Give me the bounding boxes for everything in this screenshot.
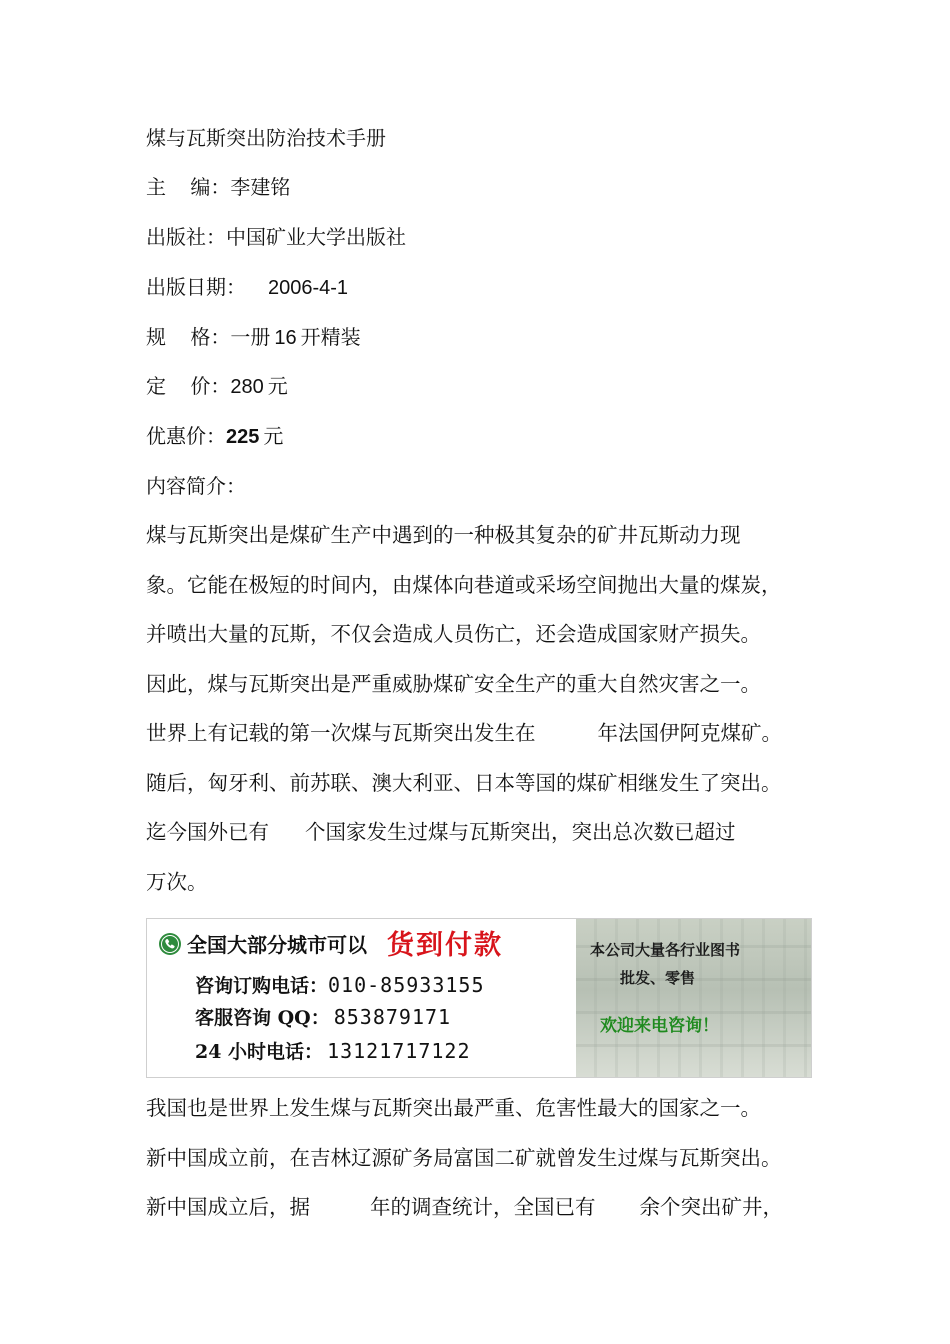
spec-label: 规 格：: [146, 325, 231, 349]
hotline-row: [195, 1037, 471, 1064]
ad-bookstore-panel: [576, 919, 811, 1077]
price-line: [146, 374, 288, 399]
date-line: [146, 275, 348, 300]
spec-pre: 一册: [230, 325, 271, 349]
cod-prefix: 全国大部分城市可以: [187, 933, 367, 957]
spec-line: [146, 325, 361, 350]
after-paragraph: [146, 1096, 826, 1245]
book-title: 煤与瓦斯突出防治技术手册: [146, 126, 386, 150]
wholesale-line2: 批发、零售: [620, 969, 696, 987]
intro-line: 因此，煤与瓦斯突出是严重威胁煤矿安全生产的重大自然灾害之一。: [146, 671, 761, 696]
intro-line: 煤与瓦斯突出是煤矿生产中遇到的一种极其复杂的矿井瓦斯动力现: [146, 523, 741, 547]
after-line: 我国也是世界上发生煤与瓦斯突出最严重、危害性最大的国家之一。: [146, 1096, 761, 1120]
editor-line: [146, 175, 290, 199]
date-value: 2006-4-1: [268, 277, 349, 299]
spec-num: 16: [274, 327, 297, 349]
editor-label: 主 编：: [146, 175, 231, 199]
publisher-value: 中国矿业大学出版社: [226, 225, 406, 249]
welcome-line: 欢迎来电咨询！: [600, 1016, 719, 1036]
cod-highlight: 货到付款: [387, 930, 503, 961]
after-line3-a: 新中国成立后，据: [146, 1195, 310, 1219]
qq-label: 客服咨询 QQ：: [195, 1007, 330, 1029]
price-value: 280: [230, 376, 264, 398]
intro-line: 象。它能在极短的时间内，由煤体向巷道或采场空间抛出大量的煤炭，: [146, 572, 782, 597]
intro-line: 万次。: [146, 869, 208, 894]
intro-label: 内容简介：: [146, 474, 246, 498]
phone-icon: [158, 932, 182, 956]
qq-value: 853879171: [333, 1005, 452, 1029]
price-label: 定 价：: [146, 374, 231, 398]
order-phone-value: 010-85933155: [328, 973, 485, 997]
order-phone-row: [195, 971, 485, 998]
discount-value: 225: [226, 426, 260, 448]
discount-line: [146, 424, 283, 449]
discount-unit: 元: [263, 424, 284, 448]
after-line3-b: 年的调查统计，全国已有: [370, 1195, 596, 1219]
intro-line: [146, 721, 826, 771]
after-line: 新中国成立前，在吉林辽源矿务局富国二矿就曾发生过煤与瓦斯突出。: [146, 1145, 782, 1170]
discount-label: 优惠价：: [146, 424, 226, 448]
price-unit: 元: [267, 374, 288, 398]
intro-line5-b: 年法国伊阿克煤矿。: [597, 721, 782, 745]
intro-paragraph: [146, 523, 826, 919]
intro-line: 并喷出大量的瓦斯，不仅会造成人员伤亡，还会造成国家财产损失。: [146, 622, 761, 646]
wholesale-line1: 本公司大量各行业图书: [590, 941, 741, 959]
after-line3-c: 余个突出矿井，: [639, 1195, 783, 1219]
intro-line5-a: 世界上有记载的第一次煤与瓦斯突出发生在: [146, 721, 536, 745]
ad-contact-panel: [147, 919, 575, 1077]
intro-line7-a: 迄今国外已有: [146, 820, 269, 844]
intro-line7-b: 个国家发生过煤与瓦斯突出，突出总次数已超过: [305, 820, 736, 844]
hotline-label: 24 小时电话：: [195, 1041, 324, 1063]
date-label: 出版日期：: [146, 275, 246, 299]
intro-line: 随后，匈牙利、前苏联、澳大利亚、日本等国的煤矿相继发生了突出。: [146, 770, 782, 795]
order-phone-label: 咨询订购电话：: [195, 975, 329, 997]
spec-post: 开精装: [300, 325, 361, 349]
publisher-label: 出版社：: [146, 225, 226, 249]
hotline-value: 13121717122: [327, 1039, 471, 1063]
editor-value: 李建铭: [230, 175, 291, 199]
publisher-line: [146, 225, 406, 249]
after-line: [146, 1195, 826, 1245]
ad-banner: [146, 918, 812, 1078]
intro-line: [146, 820, 826, 870]
qq-row: [195, 1003, 451, 1030]
